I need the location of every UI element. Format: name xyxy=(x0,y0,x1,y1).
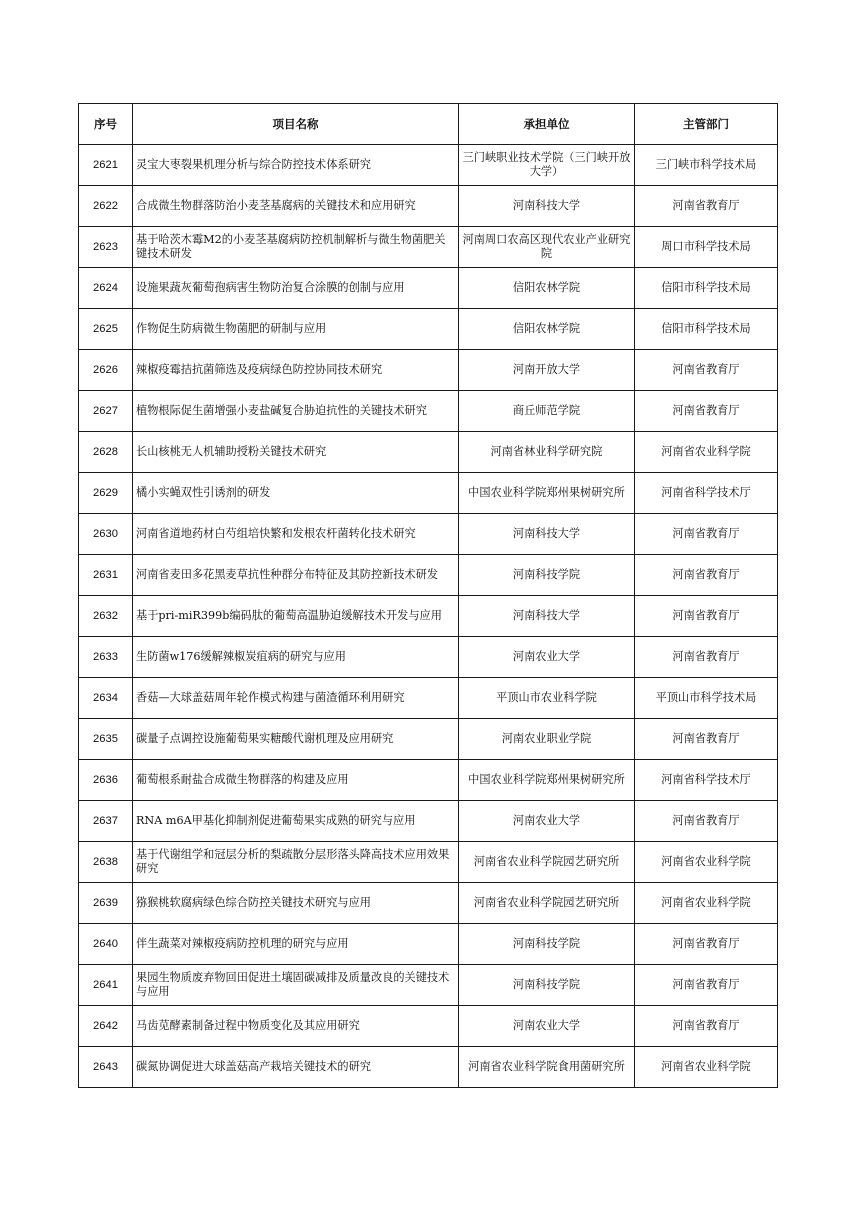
supervising-dept: 河南省教育厅 xyxy=(635,596,778,637)
undertaking-unit: 河南农业大学 xyxy=(459,801,635,842)
row-number: 2636 xyxy=(79,760,133,801)
row-number: 2639 xyxy=(79,883,133,924)
supervising-dept: 平顶山市科学技术局 xyxy=(635,678,778,719)
table-row xyxy=(79,719,778,760)
table-row xyxy=(79,596,778,637)
row-number: 2630 xyxy=(79,514,133,555)
row-number: 2637 xyxy=(79,801,133,842)
project-name: 伴生蔬菜对辣椒疫病防控机理的研究与应用 xyxy=(133,924,459,965)
row-number: 2635 xyxy=(79,719,133,760)
supervising-dept: 河南省教育厅 xyxy=(635,965,778,1006)
supervising-dept: 河南省科学技术厅 xyxy=(635,760,778,801)
project-name: 植物根际促生菌增强小麦盐碱复合胁迫抗性的关键技术研究 xyxy=(133,391,459,432)
undertaking-unit: 河南科技学院 xyxy=(459,965,635,1006)
table-row xyxy=(79,309,778,350)
table-row xyxy=(79,883,778,924)
supervising-dept: 河南省教育厅 xyxy=(635,186,778,227)
supervising-dept: 河南省农业科学院 xyxy=(635,1047,778,1088)
undertaking-unit: 河南省农业科学院食用菌研究所 xyxy=(459,1047,635,1088)
table-row xyxy=(79,391,778,432)
project-name: 橘小实蝇双性引诱剂的研发 xyxy=(133,473,459,514)
undertaking-unit: 商丘师范学院 xyxy=(459,391,635,432)
row-number: 2625 xyxy=(79,309,133,350)
table-header xyxy=(79,104,778,145)
table-row xyxy=(79,432,778,473)
undertaking-unit: 中国农业科学院郑州果树研究所 xyxy=(459,760,635,801)
supervising-dept: 河南省教育厅 xyxy=(635,555,778,596)
project-name: RNA m6A甲基化抑制剂促进葡萄果实成熟的研究与应用 xyxy=(133,801,459,842)
undertaking-unit: 河南周口农高区现代农业产业研究院 xyxy=(459,227,635,268)
undertaking-unit: 河南科技大学 xyxy=(459,596,635,637)
row-number: 2629 xyxy=(79,473,133,514)
undertaking-unit: 平顶山市农业科学院 xyxy=(459,678,635,719)
undertaking-unit: 河南农业大学 xyxy=(459,637,635,678)
table-row xyxy=(79,473,778,514)
row-number: 2632 xyxy=(79,596,133,637)
supervising-dept: 河南省科学技术厅 xyxy=(635,473,778,514)
row-number: 2622 xyxy=(79,186,133,227)
supervising-dept: 河南省农业科学院 xyxy=(635,432,778,473)
table-row xyxy=(79,227,778,268)
row-number: 2623 xyxy=(79,227,133,268)
table-body xyxy=(79,145,778,1088)
undertaking-unit: 三门峡职业技术学院（三门峡开放大学） xyxy=(459,145,635,186)
project-name: 河南省道地药材白芍组培快繁和发根农杆菌转化技术研究 xyxy=(133,514,459,555)
project-name: 果园生物质废弃物回田促进土壤固碳减排及质量改良的关键技术与应用 xyxy=(133,965,459,1006)
supervising-dept: 河南省教育厅 xyxy=(635,350,778,391)
project-name: 基于代谢组学和冠层分析的梨疏散分层形落头降高技术应用效果研究 xyxy=(133,842,459,883)
row-number: 2621 xyxy=(79,145,133,186)
row-number: 2640 xyxy=(79,924,133,965)
table-row xyxy=(79,965,778,1006)
header-unit: 承担单位 xyxy=(459,104,635,145)
supervising-dept: 信阳市科学技术局 xyxy=(635,309,778,350)
undertaking-unit: 中国农业科学院郑州果树研究所 xyxy=(459,473,635,514)
undertaking-unit: 河南省农业科学院园艺研究所 xyxy=(459,883,635,924)
table-row xyxy=(79,760,778,801)
project-name: 猕猴桃软腐病绿色综合防控关键技术研究与应用 xyxy=(133,883,459,924)
undertaking-unit: 河南农业大学 xyxy=(459,1006,635,1047)
header-name: 项目名称 xyxy=(133,104,459,145)
row-number: 2633 xyxy=(79,637,133,678)
supervising-dept: 河南省教育厅 xyxy=(635,801,778,842)
table-row xyxy=(79,637,778,678)
row-number: 2641 xyxy=(79,965,133,1006)
project-name: 设施果蔬灰葡萄孢病害生物防治复合涂膜的创制与应用 xyxy=(133,268,459,309)
undertaking-unit: 河南科技学院 xyxy=(459,555,635,596)
supervising-dept: 河南省教育厅 xyxy=(635,924,778,965)
project-table xyxy=(78,103,778,1088)
project-name: 合成微生物群落防治小麦茎基腐病的关键技术和应用研究 xyxy=(133,186,459,227)
table-row xyxy=(79,555,778,596)
supervising-dept: 河南省教育厅 xyxy=(635,514,778,555)
header-dept: 主管部门 xyxy=(635,104,778,145)
undertaking-unit: 河南科技大学 xyxy=(459,186,635,227)
project-name: 长山核桃无人机辅助授粉关键技术研究 xyxy=(133,432,459,473)
row-number: 2634 xyxy=(79,678,133,719)
table-row xyxy=(79,801,778,842)
table-row xyxy=(79,678,778,719)
undertaking-unit: 河南科技大学 xyxy=(459,514,635,555)
project-name: 基于pri-miR399b编码肽的葡萄高温胁迫缓解技术开发与应用 xyxy=(133,596,459,637)
row-number: 2643 xyxy=(79,1047,133,1088)
table-row xyxy=(79,268,778,309)
supervising-dept: 信阳市科学技术局 xyxy=(635,268,778,309)
row-number: 2642 xyxy=(79,1006,133,1047)
header-no: 序号 xyxy=(79,104,133,145)
table-row xyxy=(79,842,778,883)
project-name: 基于哈茨木霉M2的小麦茎基腐病防控机制解析与微生物菌肥关键技术研发 xyxy=(133,227,459,268)
undertaking-unit: 河南省林业科学研究院 xyxy=(459,432,635,473)
supervising-dept: 周口市科学技术局 xyxy=(635,227,778,268)
row-number: 2626 xyxy=(79,350,133,391)
project-name: 辣椒疫霉拮抗菌筛选及疫病绿色防控协同技术研究 xyxy=(133,350,459,391)
table-row xyxy=(79,924,778,965)
table-row xyxy=(79,514,778,555)
project-name: 灵宝大枣裂果机理分析与综合防控技术体系研究 xyxy=(133,145,459,186)
row-number: 2627 xyxy=(79,391,133,432)
supervising-dept: 河南省教育厅 xyxy=(635,1006,778,1047)
table-row xyxy=(79,1047,778,1088)
project-name: 碳氮协调促进大球盖菇高产栽培关键技术的研究 xyxy=(133,1047,459,1088)
supervising-dept: 河南省农业科学院 xyxy=(635,842,778,883)
supervising-dept: 三门峡市科学技术局 xyxy=(635,145,778,186)
undertaking-unit: 河南省农业科学院园艺研究所 xyxy=(459,842,635,883)
undertaking-unit: 信阳农林学院 xyxy=(459,268,635,309)
undertaking-unit: 河南开放大学 xyxy=(459,350,635,391)
row-number: 2628 xyxy=(79,432,133,473)
row-number: 2631 xyxy=(79,555,133,596)
table-row xyxy=(79,350,778,391)
row-number: 2638 xyxy=(79,842,133,883)
table-row xyxy=(79,186,778,227)
project-name: 河南省麦田多花黑麦草抗性种群分布特征及其防控新技术研发 xyxy=(133,555,459,596)
supervising-dept: 河南省教育厅 xyxy=(635,719,778,760)
undertaking-unit: 河南农业职业学院 xyxy=(459,719,635,760)
project-name: 香菇—大球盖菇周年轮作模式构建与菌渣循环利用研究 xyxy=(133,678,459,719)
table-row xyxy=(79,145,778,186)
undertaking-unit: 信阳农林学院 xyxy=(459,309,635,350)
project-name: 碳量子点调控设施葡萄果实糖酸代谢机理及应用研究 xyxy=(133,719,459,760)
supervising-dept: 河南省教育厅 xyxy=(635,637,778,678)
header-row xyxy=(79,104,778,145)
row-number: 2624 xyxy=(79,268,133,309)
table-row xyxy=(79,1006,778,1047)
supervising-dept: 河南省教育厅 xyxy=(635,391,778,432)
supervising-dept: 河南省农业科学院 xyxy=(635,883,778,924)
project-name: 生防菌w176缓解辣椒炭疽病的研究与应用 xyxy=(133,637,459,678)
document-page xyxy=(78,103,777,1088)
project-name: 马齿苋酵素制备过程中物质变化及其应用研究 xyxy=(133,1006,459,1047)
undertaking-unit: 河南科技学院 xyxy=(459,924,635,965)
project-name: 葡萄根系耐盐合成微生物群落的构建及应用 xyxy=(133,760,459,801)
project-name: 作物促生防病微生物菌肥的研制与应用 xyxy=(133,309,459,350)
